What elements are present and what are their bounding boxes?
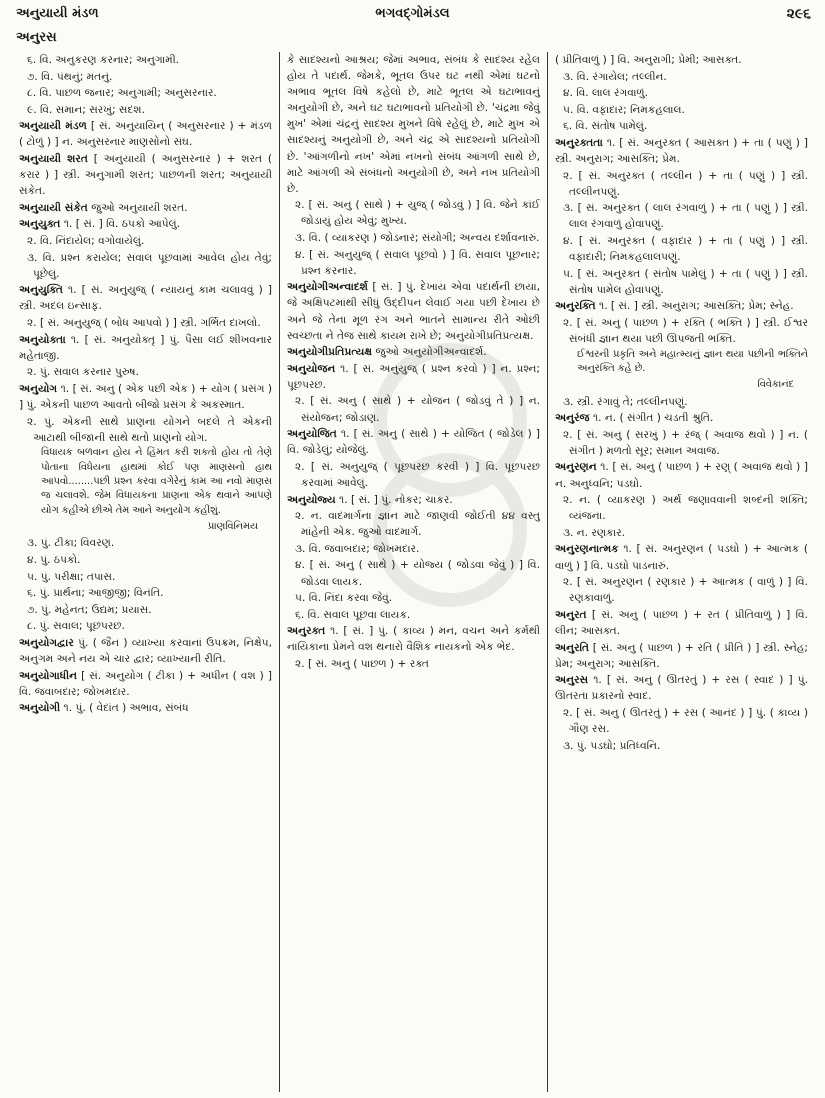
headword: અનુરણનાત્મક: [555, 543, 619, 556]
dictionary-entry: [287, 361, 540, 393]
entry-sense: [19, 414, 272, 446]
entry-text: ૨. [ સં. અનુ ( પાછળ ) + રક્તિ ( ભક્તિ ) ] સ્ત્રી. ઈશ્વર સંબંધી જ્ઞાન થયા પછી ઊપજતી ભક્તિ.: [563, 317, 808, 346]
page-header: [14, 6, 811, 45]
dictionary-entry: [19, 216, 272, 232]
entry-sense: [287, 607, 540, 623]
entry-sense: [287, 557, 540, 589]
entry-text: ૭. પું. મહેનત; ઉદ્યમ; પ્રયાસ.: [27, 603, 152, 616]
entry-text: [ સં. અનુ ( પાછળ ) + રતિ ( પ્રીતિ ) ] સ્ત્રી. સ્નેહ; પ્રેમ; અનુરાગ; આસક્તિ.: [555, 641, 808, 670]
entry-sense: [19, 618, 272, 634]
entry-sense: [19, 364, 272, 380]
entry-text: ૬. પું. પ્રાર્થના; આજીજી; વિનંતિ.: [27, 587, 164, 600]
entry-text: ૨. [ સં. અનુ ( સરખું ) + રંજ્ ( અવાજ થવો ) ] ન. ( સંગીત ) મળતો સૂર; સમાન અવાજ.: [563, 428, 808, 457]
entry-text: ૨. પું. સવાલ કરનાર પુરુષ.: [27, 366, 139, 379]
running-head-sub: અનુરસ: [16, 30, 57, 45]
entry-quotation: [19, 446, 272, 518]
entry-text: ૧. [ સં. ] પું. ( કાવ્ય ) મન, વચન અને કર્મથી નાયિકાના પ્રેમને વશ થનારો વૈશિક નાયકનો એક ભેદ.: [287, 625, 540, 654]
entry-text: ૧. પું. ( વેદાંત ) અભાવ, સંબંધ: [60, 702, 189, 715]
entry-text: કે સાદશ્યનો આશ્રય; જેમાં અભાવ, સંબંધ કે સાદશ્ય રહેલ હોય તે પદાર્થ. જેમકે, ભૂતલ ઉપર ઘટ નથી એમાં ઘટનો અભાવ ભૂતલ વિષે કહેલો છે, માટે ભૂતલ એ ઘટાભાવનું અનુયોગી છે, અને ઘટ ઘટાભાવનો પ્રતિયોગી છે. 'ચંદ્રમા જેવું મુખ' એમાં ચંદ્રનું સાદશ્ય મુખને વિષે રહેલું છે, માટે મુખ એ સાદશ્યનું અનુયોગી છે, અને ચંદ્ર એ સાદશ્યનો પ્રતિયોગી છે. 'આંગળીનો નખ' એમાં નખનો સંબંધ આંગળી સાથે છે, માટે આંગળી એ સંબંધનો અનુયોગી છે, અને નખ પ્રતિયોગી છે.: [287, 54, 540, 195]
entry-text: ૫. વિ. નિંદા કરવા જેવું.: [295, 592, 393, 605]
entry-text: પું. ( જૈન ) વ્યાખ્યા કરવાનાં ઉપક્રમ, નિક્ષેપ, અનુગમ અને નય એ ચાર દ્વાર; વ્યાખ્યાની રીતિ.: [19, 636, 272, 666]
dictionary-entry: [287, 623, 540, 655]
dictionary-entry: [555, 607, 808, 639]
entry-text: ૧. [ સં. અનુ ( એક પછી એક ) + યોગ ( પ્રસંગ ) ] પું. એકની પાછળ આવતો બીજો પ્રસંગ કે અકસ્માત.: [19, 382, 272, 411]
entry-sense: [555, 394, 808, 410]
entry-text: ૪. પું. ઠપકો.: [27, 553, 81, 566]
entry-text: ૫. પું. પરીક્ષા; તપાસ.: [27, 570, 116, 583]
entry-text: ૨. પું. એકની સાથે પ્રાણના યોગને બદલે તે એકની આટાથી બીજાની સાથે થતો પ્રાણનો યોગ.: [27, 415, 272, 444]
entry-text: ૫. વિ. વફાદાર; નિમકહલાલ.: [563, 103, 685, 116]
entry-sense: [287, 590, 540, 606]
entry-sense: [19, 602, 272, 618]
entry-text: ૨. વિ. નિંદાયેલ; વગોવાયેલું.: [27, 235, 145, 248]
entry-text: ૬. વિ. સંતોષ પામેલું.: [563, 120, 648, 133]
headword: અનુરણન: [555, 461, 597, 474]
entry-sense: [555, 266, 808, 298]
entry-text: [ સં. અનુ ( પાછળ ) + રત ( પ્રીતિવાળું ) ] વિ. લીન; આસક્ત.: [555, 608, 808, 637]
entry-sense: [19, 552, 272, 568]
page-number: ૨૯૬: [786, 6, 811, 22]
headword: અનુયોક્તા: [19, 333, 66, 346]
entry-text: ૨. [ સં. અનુરક્ત ( તલ્લીન ) + તા ( પણું ) ] સ્ત્રી. તલ્લીનપણું.: [563, 169, 808, 198]
dictionary-entry: [19, 381, 272, 413]
dictionary-entry: [555, 135, 808, 167]
headword: અનુયોગદ્વાર: [19, 636, 74, 649]
entry-text: ૨. [ સં. અનુયુજ્ ( બોધ આપવો ) ] સ્ત્રી. ગર્ભિત દાખલો.: [27, 317, 261, 329]
entry-text: ૧. [ સં. અનુયુજ્ ( ન્યાયનું કામ ચલાવવું ) ] સ્ત્રી. અદલ ઇન્સાફ.: [19, 284, 272, 313]
entry-text: પ્રાણવિનિમય: [207, 520, 258, 532]
entry-text: ૩. વિ. રંગાયેલ; તલ્લીન.: [563, 70, 667, 83]
entry-text: [ અનુયાયી ( અનુસરનાર ) + શરત ( કરાર ) ] સ્ત્રી. અનુગામી શરત; પાછળની શરત; અનુયાયી સંકેત.: [19, 153, 273, 198]
entry-text: [ સં. ] પું. દેખાય એવા પદાર્થની છાયા, જે અક્ષિપટમાંથી સીધું ઉદ્દીપન લેવાઈ ગયા પછી દેખાય છે અને જે તેના મૂળ રંગ અને ભાતને સામાન્ય રીતે ઓછી સ્વચ્છતા ને તેજ સાથે કાયમ રાખે છે; અનુયોગીપ્રતિપ્રત્યક્ષ.: [287, 281, 540, 342]
entry-text: ૧. [ સં. અનુયોક્તૃ ] પું. પૈસા લઈ શીખવનાર મહેતાજી.: [19, 333, 272, 362]
dictionary-entry: [19, 635, 272, 667]
entry-text: ૬. વિ. સવાલ પૂછવા લાયક.: [295, 608, 411, 621]
entry-sense: [19, 250, 272, 282]
entry-text: ૩. વિ. પ્રશ્ન કરાયેલ; સવાલ પૂછવામાં આવેલ હોય તેવું; પૂછેલું.: [27, 251, 272, 280]
entry-text: ૪. [ સં. અનુરક્ત ( વફાદાર ) + તા ( પણું ) ] સ્ત્રી. વફાદારી; નિમકહલાલપણું.: [563, 235, 808, 264]
column-2: [279, 52, 547, 1092]
entry-text: ૩. પું. પડઘો; પ્રતિધ્વનિ.: [563, 739, 661, 752]
dictionary-entry: [555, 52, 808, 68]
entry-sense: [287, 197, 540, 229]
quotation-source: [19, 519, 272, 535]
dictionary-entry: [287, 426, 540, 458]
entry-text: ( પ્રીતિવાળું ) ] વિ. અનુરાગી; પ્રેમી; આસક્ત.: [555, 54, 742, 66]
headword: અનુયોજ્ય: [287, 493, 336, 506]
entry-sense: [287, 541, 540, 557]
entry-sense: [19, 569, 272, 585]
entry-text: ૨. [ સં. અનુ ( સાથે ) + યુજ્ ( જોડવું ) ] વિ. જેને કાંઈ જોડાયું હોય એવું; મુખ્ય.: [295, 199, 540, 228]
entry-sense: [19, 535, 272, 551]
entry-text: ૨. ન. વાદમાર્ગના જ્ઞાન માટે જાણવી જોઈતી ૪૪ વસ્તુ માંહેની એક. જુઓ વાદમાર્ગ.: [295, 510, 540, 539]
entry-sense: [287, 230, 540, 246]
dictionary-entry: [19, 700, 272, 716]
entry-sense: [555, 118, 808, 134]
entry-sense: [287, 459, 540, 491]
entry-text: વિવેકાનંદ: [757, 379, 794, 390]
entry-text: ૫. [ સં. અનુરક્ત ( સંતોષ પામેલું ) + તા ( પણું ) ] સ્ત્રી. સંતોષ પામેલ હોવાપણું.: [563, 267, 808, 296]
running-head-left: અનુયાયી મંડળ: [16, 6, 99, 21]
headword: અનુરંજ: [555, 412, 590, 425]
entry-sense: [19, 85, 272, 101]
entry-text: [ સં. અનુયાયિન્ ( અનુસરનાર ) + મંડળ ( ટોળું ) ] ન. અનુસરનાર માણસોનો સંઘ.: [19, 120, 272, 149]
entry-sense: [555, 69, 808, 85]
entry-sense: [555, 315, 808, 347]
entry-sense: [555, 233, 808, 265]
entry-sense: [19, 102, 272, 118]
headword: અનુયાયી સંકેત: [19, 201, 88, 214]
dictionary-entry: [287, 344, 540, 360]
entry-text: ૬. વિ. અનુકરણ કરનાર; અનુગામી.: [27, 54, 180, 66]
entry-sense: [555, 200, 808, 232]
entry-text: ૨. [ સં. અનુરણન ( રણકાર ) + આત્મક ( વાળું ) ] વિ. રણકાવાળું.: [563, 576, 808, 605]
entry-sense: [555, 525, 808, 541]
book-title: ભગવદ્ગોમંડલ: [375, 6, 450, 21]
entry-sense: [19, 69, 272, 85]
headword: અનુયાયી મંડળ: [19, 120, 87, 133]
dictionary-entry: [19, 668, 272, 700]
entry-sense: [287, 656, 540, 672]
dictionary-entry: [287, 52, 540, 197]
entry-sense: [19, 233, 272, 249]
headword: અનુરસ: [555, 674, 589, 687]
entry-text: જુઓ અનુયોગીઅન્વાદર્શ.: [372, 346, 487, 359]
entry-sense: [19, 52, 272, 68]
headword: અનુરક્ત: [287, 625, 326, 638]
entry-text: ૨. [ સં. અનુ ( પાછળ ) + રક્ત: [295, 657, 429, 670]
headword: અનુયોગ: [19, 382, 58, 395]
dictionary-columns: [12, 52, 815, 1092]
entry-sense: [555, 492, 808, 524]
entry-sense: [287, 393, 540, 425]
entry-sense: [555, 574, 808, 606]
entry-text: ૨. ન. ( વ્યાકરણ ) અર્થ જણાવવાની શબ્દની શક્તિ; વ્યંજના.: [563, 494, 808, 523]
entry-text: ૧. [ સં. અનુ ( પાછળ ) + રણ્ ( અવાજ થવો ) ] ન. અનુધ્વનિ; પડઘો.: [555, 461, 808, 490]
entry-text: ૧. [ સં. અનુ ( સાથે ) + યોજિત ( જોડેલ ) ] વિ. જોડેલું; યોજેલું.: [287, 428, 540, 457]
entry-text: ૩. સ્ત્રી. રંગાવું તે; તલ્લીનપણું.: [563, 395, 688, 408]
entry-sense: [555, 705, 808, 737]
entry-text: વિધાયક બળવાન હોય ને હિંમત કરી શકતો હોય તો તેણે પોતાના વિધેયના હાથમાં કોઈ પણ માણસનો હાથ આપવો........પછી પ્રશ્ન કરવા વગેરેનું કામ આ નવો માણસ જ ચલાવશે. જેમ વિધાયકના પ્રાણના એક થવાને આપણે યોગ કહીએ છીએ તેમ આને અનુયોગ કહીશું.: [41, 447, 272, 516]
headword: અનુયોજન: [287, 362, 336, 375]
dictionary-entry: [19, 332, 272, 364]
headword: અનુયોગી: [19, 702, 61, 715]
entry-text: ૧. [ સં. અનુરણન ( પડઘો ) + આત્મક ( વાળું ) ] વિ. પડઘો પાડનારું.: [555, 543, 808, 572]
entry-sense: [555, 85, 808, 101]
headword: અનુરક્તિ: [555, 300, 596, 313]
dictionary-entry: [19, 151, 272, 199]
entry-text: ૩. ન. રણકાર.: [563, 526, 626, 539]
dictionary-entry: [555, 410, 808, 426]
entry-text: ઈશ્વરની પ્રકૃતિ અને મહાત્મ્યનું જ્ઞાન થયા પછીની ભક્તિને અનુરક્તિ કહે છે.: [577, 348, 808, 375]
entry-sense: [555, 102, 808, 118]
entry-text: ૧. [ સં. અનુયુજ્ ( પ્રશ્ન કરવો ) ] ન. પ્રશ્ન; પૂછપરછ.: [287, 362, 540, 391]
headword: અનુયોગીપ્રતિપ્રત્યક્ષ: [287, 346, 373, 359]
entry-text: ૮. પું. સવાલ; પૂછપરછ.: [27, 620, 125, 633]
dictionary-entry: [555, 459, 808, 491]
entry-text: ૩. પું. ટીકા; વિવરણ.: [27, 537, 115, 550]
entry-sense: [287, 508, 540, 540]
headword: અનુયુક્તિ: [19, 284, 63, 297]
entry-text: ૧. [ સં. ] વિ. ઠપકો આપેલું.: [60, 218, 181, 231]
dictionary-entry: [19, 200, 272, 216]
headword: અનુરક્તતા: [555, 136, 603, 149]
headword: અનુયુક્ત: [19, 218, 61, 231]
entry-text: ૧. [ સં. અનુ ( ઊતરતું ) + રસ ( સ્વાદ ) ] પું. ઊતરતા પ્રકારનો સ્વાદ.: [555, 674, 808, 703]
entry-text: જુઓ અનુયાયી શરત.: [87, 201, 188, 214]
entry-text: ૨. [ સં. અનુ ( સાથે ) + યોજન ( જોડવું તે ) ] ન. સંયોજન; જોડાણ.: [295, 395, 540, 424]
entry-text: ૧. ન. ( સંગીત ) ચડતી શ્રુતિ.: [589, 412, 714, 425]
entry-sense: [19, 315, 272, 331]
entry-text: ૪. [ સં. અનુયુજ્ ( સવાલ પૂછવો ) ] વિ. સવાલ પૂછનાર; પ્રશ્ન કરનાર.: [295, 248, 540, 277]
dictionary-entry: [287, 492, 540, 508]
column-3: [547, 52, 815, 1092]
dictionary-entry: [19, 282, 272, 314]
column-1: [12, 52, 279, 1092]
entry-text: ૯. વિ. સમાન; સરખું; સદશ.: [27, 103, 145, 116]
entry-text: ૩. વિ. જવાબદાર; જોખમદાર.: [295, 542, 420, 555]
entry-text: ૨. [ સં. અનુયુજ્ ( પૂછપરછ કરવી ) ] વિ. પૂછપરછ કરવામાં આવેલું.: [295, 460, 540, 489]
headword: અનુયાયી શરત: [19, 153, 88, 166]
entry-text: [ સં. અનુયોગ ( ટીકા ) + અધીન ( વશ ) ] વિ. જવાબદાર; જોખમદાર.: [19, 669, 272, 698]
dictionary-entry: [555, 672, 808, 704]
headword: અનુરતિ: [555, 641, 589, 654]
entry-sense: [19, 585, 272, 601]
quotation-source: [555, 377, 808, 393]
entry-sense: [555, 427, 808, 459]
entry-quotation: [555, 348, 808, 377]
entry-text: ૮. વિ. પાછળ જનાર; અનુગામી; અનુસરનાર.: [27, 87, 217, 100]
entry-text: ૨. [ સં. અનુ ( ઊતરતું ) + રસ ( આનંદ ) ] પું. ( કાવ્ય ) ગૌણ રસ.: [563, 706, 808, 735]
headword: અનુરત: [555, 608, 587, 621]
entry-text: ૩. વિ. ( વ્યાકરણ ) જોડનાર; સંયોગી; અન્વય દર્શાવનારું.: [295, 232, 540, 245]
dictionary-entry: [287, 279, 540, 343]
entry-sense: [287, 247, 540, 279]
entry-text: ૭. વિ. પંથનું; મતનું.: [27, 70, 113, 83]
headword: અનુયોગાધીન: [19, 669, 78, 682]
entry-sense: [555, 738, 808, 754]
dictionary-entry: [555, 640, 808, 672]
dictionary-entry: [555, 541, 808, 573]
entry-text: ૧. [ સં. ] સ્ત્રી. અનુરાગ; આસક્તિ; પ્રેમ; સ્નેહ.: [595, 300, 794, 313]
entry-text: ૪. વિ. લાલ રંગવાળું.: [563, 87, 649, 100]
headword: અનુયોગીઅન્વાદર્શ: [287, 281, 368, 294]
dictionary-entry: [19, 118, 272, 150]
headword: અનુયોજિત: [287, 428, 337, 441]
entry-text: ૧. [ સં. ] પું. નોકર; ચાકર.: [335, 493, 453, 506]
entry-text: ૩. [ સં. અનુરક્ત ( લાલ રંગવાળું ) + તા ( પણું ) ] સ્ત્રી. લાલ રંગવાળું હોવાપણું.: [563, 202, 808, 231]
dictionary-entry: [555, 298, 808, 314]
entry-text: ૧. [ સં. અનુરક્ત ( આસક્ત ) + તા ( પણું ) ] સ્ત્રી. અનુરાગ; આસક્તિ; પ્રેમ.: [555, 136, 808, 166]
entry-sense: [555, 168, 808, 200]
entry-text: ૪. [ સં. અનુ ( સાથે ) + યોજ્ય ( જોડવા જેવું ) ] વિ. જોડવા લાયક.: [295, 559, 540, 588]
